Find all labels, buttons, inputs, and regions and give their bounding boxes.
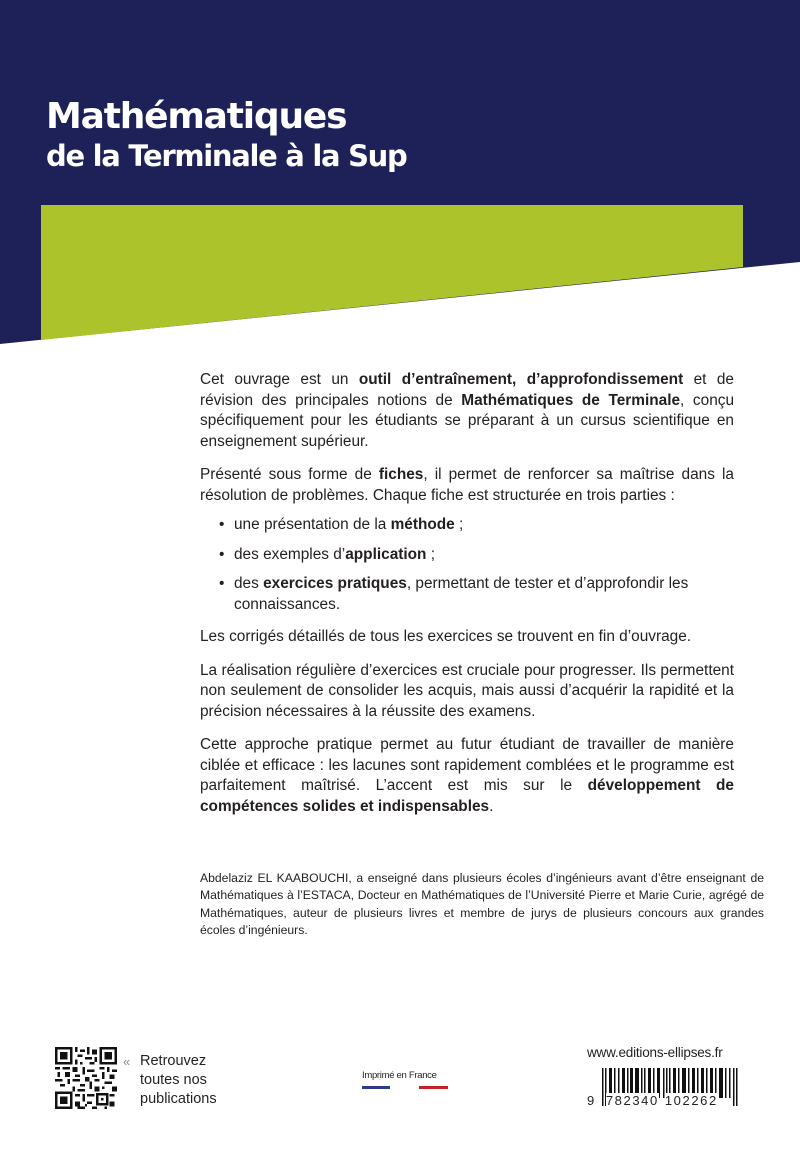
find-publications-note bbox=[123, 1052, 217, 1109]
list-item: • une présentation de la méthode ; bbox=[219, 515, 734, 536]
find-publications-line-1: Retrouvez bbox=[140, 1053, 207, 1069]
book-description bbox=[200, 370, 734, 830]
printed-in-france-label: Imprimé en France bbox=[362, 1070, 437, 1081]
book-subtitle: de la Terminale à la Sup bbox=[46, 139, 407, 173]
find-publications-line-3: publications bbox=[140, 1091, 217, 1107]
book-title: Mathématiques bbox=[46, 96, 347, 137]
description-paragraph-3: Les corrigés détaillés de tous les exercices se trouvent en fin d’ouvrage. bbox=[200, 628, 692, 645]
isbn-number: 9 782340 102262 bbox=[587, 1093, 718, 1108]
double-chevron-left-icon: « bbox=[123, 1054, 131, 1069]
list-item: • des exemples d’application ; bbox=[219, 545, 734, 566]
flag-blue-stripe bbox=[362, 1086, 390, 1089]
description-paragraph-5: Cette approche pratique permet au futur étudiant de travailler de manière ciblée et efficace : les lacunes sont rapidement comblées et le programme est parfaitement maîtrisé. L’accent est mis sur le développement de compétences solides et indispensables. bbox=[200, 736, 734, 815]
flag-red-stripe bbox=[419, 1086, 448, 1089]
structure-list bbox=[200, 515, 734, 615]
list-item: • des exercices pratiques, permettant de tester et d’approfondir les connaissances. bbox=[219, 574, 734, 615]
author-bio: Abdelaziz EL KAABOUCHI, a enseigné dans plusieurs écoles d’ingénieurs avant d’être enseignant de Mathématiques à l’ESTACA, Docteur en Mathématiques de l’Université Pierre et Marie Curie, agrégé de Mathématiques, auteur de plusieurs livres et membre de jurys de plusieurs concours aux grandes écoles d’ingénieurs. bbox=[200, 871, 764, 938]
description-paragraph-1: Cet ouvrage est un outil d’entraînement, d’approfondissement et de révision des principales notions de Mathématiques de Terminale, conçu spécifiquement pour les étudiants se préparant à un cursus scientifique en enseignement supérieur. bbox=[200, 371, 735, 450]
cover-green-band bbox=[41, 205, 743, 345]
description-paragraph-4: La réalisation régulière d’exercices est cruciale pour progresser. Ils permettent non seulement de consolider les acquis, mais aussi d’acquérir la rapidité et la précision nécessaires à la réussite des examens. bbox=[200, 661, 734, 720]
book-title-block bbox=[46, 96, 406, 174]
description-paragraph-2: Présenté sous forme de fiches, il permet de renforcer sa maîtrise dans la résolution de problèmes. Chaque fiche est structurée en trois parties : bbox=[200, 466, 734, 504]
find-publications-line-2: toutes nos bbox=[140, 1072, 207, 1088]
publisher-url-link[interactable]: www.editions-ellipses.fr bbox=[587, 1045, 723, 1060]
qr-code-icon[interactable] bbox=[55, 1047, 117, 1109]
